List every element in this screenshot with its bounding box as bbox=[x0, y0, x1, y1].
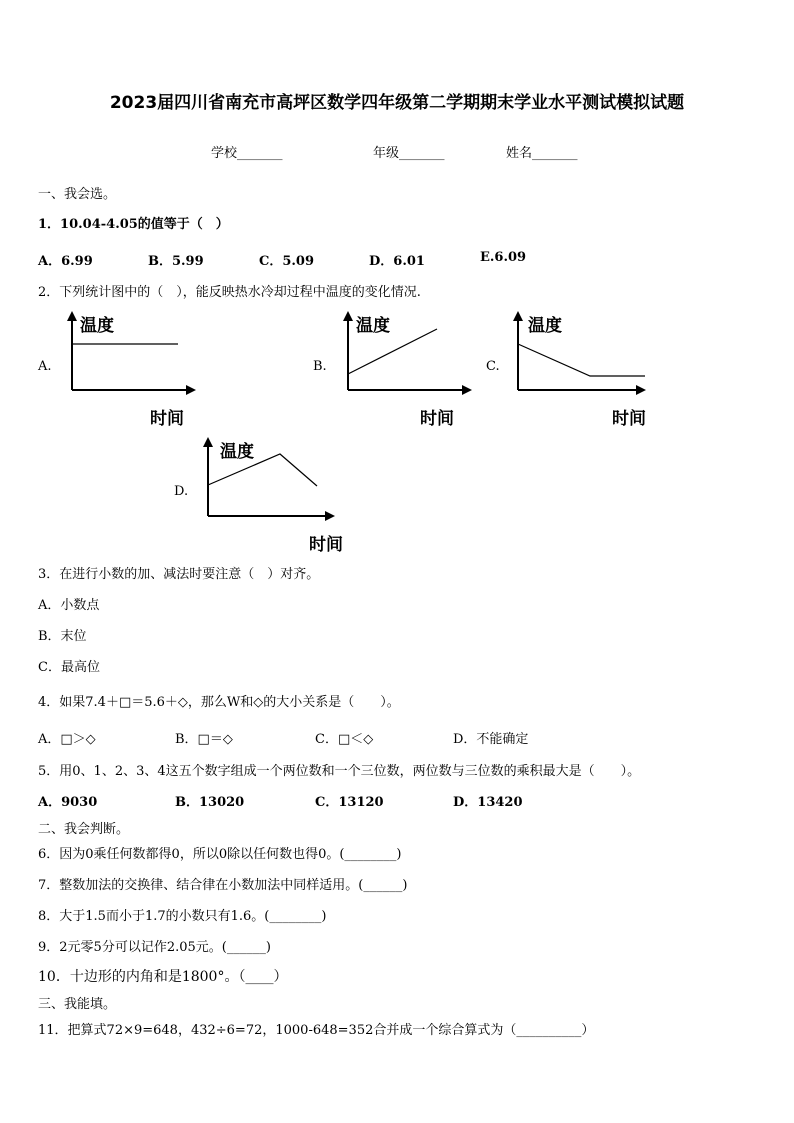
option-b: B．5.99 bbox=[148, 254, 204, 269]
section-heading: 二、我会判断。 bbox=[38, 822, 130, 837]
school-field: 学校_______ bbox=[211, 146, 283, 161]
chart-c-xlabel: 时间 bbox=[612, 409, 646, 429]
option-a: A．□＞◇ bbox=[38, 732, 96, 747]
option-d-label: D. bbox=[174, 484, 189, 499]
option-c: C．□＜◇ bbox=[315, 732, 374, 747]
question-9: 9．2元零5分可以记作2.05元。(______) bbox=[38, 940, 271, 955]
name-field: 姓名_______ bbox=[506, 146, 578, 161]
option-b: B．13020 bbox=[175, 795, 245, 810]
option-b-label: B. bbox=[313, 359, 327, 374]
question-stem: 4．如果7.4＋□＝5.6＋◇，那么W和◇的大小关系是（ ）。 bbox=[38, 695, 400, 710]
question-7: 7．整数加法的交换律、结合律在小数加法中同样适用。(______) bbox=[38, 878, 408, 893]
option-a: A．小数点 bbox=[38, 598, 100, 613]
chart-b-ylabel: 温度 bbox=[356, 316, 390, 336]
option-a: A．9030 bbox=[38, 795, 98, 810]
question-8: 8．大于1.5而小于1.7的小数只有1.6。(________) bbox=[38, 909, 327, 924]
question-10: 10．十边形的内角和是1800°。（____） bbox=[38, 969, 288, 985]
question-stem: 3．在进行小数的加、减法时要注意（ ）对齐。 bbox=[38, 567, 320, 582]
chart-c-ylabel: 温度 bbox=[528, 316, 562, 336]
option-b: B．末位 bbox=[38, 629, 87, 644]
chart-a-ylabel: 温度 bbox=[80, 316, 114, 336]
option-a-label: A. bbox=[38, 359, 52, 374]
chart-c-line bbox=[518, 344, 645, 376]
question-stem: 5．用0、1、2、3、4这五个数字组成一个两位数和一个三位数，两位数与三位数的乘积最大是（ ）。 bbox=[38, 764, 641, 779]
option-d: D．6.01 bbox=[369, 254, 425, 269]
option-c-label: C. bbox=[486, 359, 500, 374]
chart-d-xlabel: 时间 bbox=[309, 535, 343, 555]
option-d: D．不能确定 bbox=[453, 732, 529, 747]
question-11: 11．把算式72×9=648，432÷6=72，1000-648=352合并成一个综合算式为（__________） bbox=[38, 1023, 595, 1038]
option-e: E.6.09 bbox=[480, 250, 527, 265]
option-a: A．6.99 bbox=[38, 254, 93, 269]
chart-d-ylabel: 温度 bbox=[220, 442, 254, 462]
question-stem: 2．下列统计图中的（ ），能反映热水冷却过程中温度的变化情况. bbox=[38, 285, 421, 300]
grade-field: 年级_______ bbox=[373, 146, 445, 161]
section-heading: 三、我能填。 bbox=[38, 997, 117, 1012]
question-stem: 1．10.04-4.05的值等于（ ） bbox=[38, 217, 229, 232]
option-d: D．13420 bbox=[453, 795, 523, 810]
page-title: 2023届四川省南充市高坪区数学四年级第二学期期末学业水平测试模拟试题 bbox=[109, 93, 685, 113]
section-heading: 一、我会选。 bbox=[38, 187, 117, 202]
chart-a-xlabel: 时间 bbox=[150, 409, 184, 429]
option-c: C．13120 bbox=[315, 795, 384, 810]
option-c: C．5.09 bbox=[259, 254, 315, 269]
option-c: C．最高位 bbox=[38, 660, 100, 675]
chart-b-xlabel: 时间 bbox=[420, 409, 454, 429]
question-6: 6．因为0乘任何数都得0，所以0除以任何数也得0。(________) bbox=[38, 847, 402, 862]
option-b: B．□＝◇ bbox=[175, 732, 233, 747]
